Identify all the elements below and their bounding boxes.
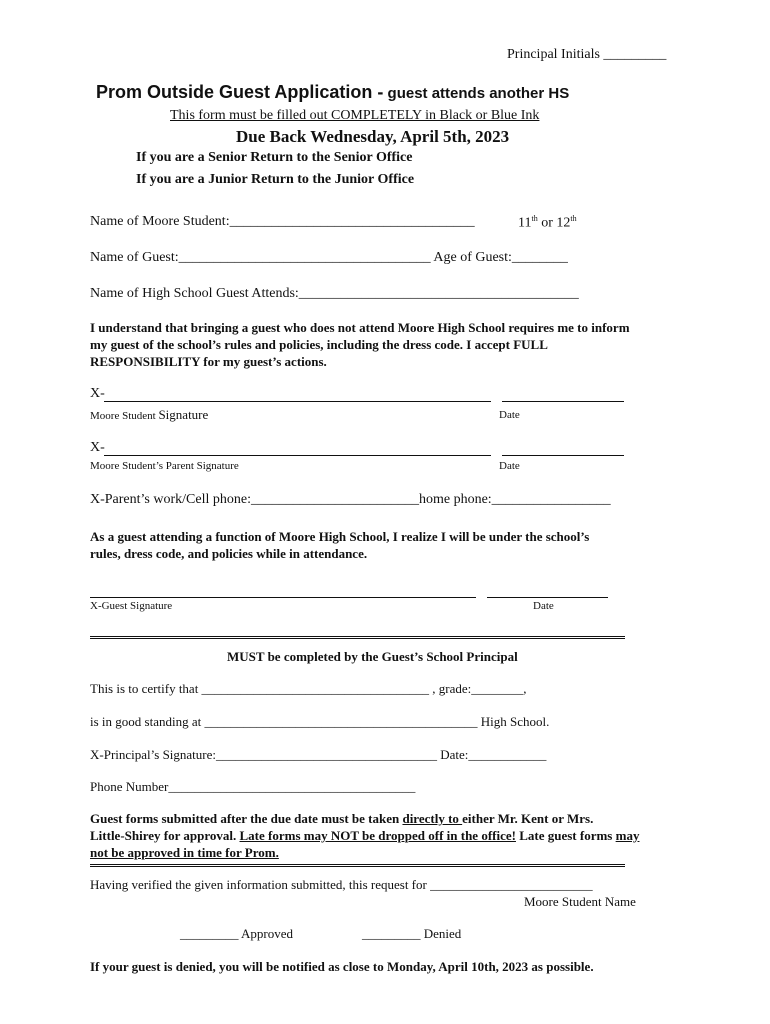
principal-initials: Principal Initials _________ [507,47,667,62]
guest-date-label: Date [533,600,554,612]
form-title-sub: guest attends another HS [383,85,570,102]
fill-notice: This form must be filled out COMPLETELY in Black or Blue Ink [170,108,540,123]
responsibility-line-3: RESPONSIBILITY for my guest’s actions. [90,354,327,369]
parent-signature-label: Moore Student’s Parent Signature [90,460,239,472]
student-name-field[interactable]: Name of Moore Student:___________________________________ [90,214,475,229]
verification-line[interactable]: Having verified the given information submitted, this request for _________________________ [90,877,593,892]
responsibility-line-2: my guest of the school’s rules and policies, including the dress code. I accept FULL [90,337,548,352]
late-part-1: Guest forms submitted after the due date must be taken [90,811,403,826]
section-divider-1 [90,636,625,639]
parent-signature-prefix: X- [90,440,105,455]
final-notice: If your guest is denied, you will be notified as close to Monday, April 10th, 2023 as possible. [90,959,594,974]
guest-statement-line-1: As a guest attending a function of Moore High School, I realize I will be under the school’s [90,529,590,544]
guest-name-age-field[interactable]: Name of Guest:____________________________________ Age of Guest:________ [90,250,568,265]
parent-signature-line[interactable] [104,455,491,456]
student-signature-line[interactable] [104,401,491,402]
return-junior: If you are a Junior Return to the Junior Office [136,172,415,187]
responsibility-line-1: I understand that bringing a guest who does not attend Moore High School requires me to inform [90,320,630,335]
approved-option[interactable]: _________ Approved [180,926,294,941]
late-notice-line-1 [90,811,593,827]
form-title-main: Prom Outside Guest Application - [96,82,384,102]
late-part-5: Late forms may NOT be dropped off in the office! [239,828,516,843]
denied-option[interactable]: _________ Denied [362,926,462,941]
principal-section-heading: MUST be completed by the Guest’s School Principal [227,649,518,664]
grade-11: 11 [518,215,532,231]
late-notice-line-3: not be approved in time for Prom. [90,845,279,860]
grade-field[interactable] [518,214,577,232]
student-date-line[interactable] [502,401,624,402]
guest-signature-label: X-Guest Signature [90,600,173,612]
student-signature-label [90,406,208,424]
late-part-2: directly to [402,811,463,826]
late-part-3: either Mr. Kent or Mrs. [462,811,594,826]
late-part-4: Little-Shirey for approval. [90,828,240,843]
guest-signature-line[interactable] [90,597,476,598]
certify-field[interactable]: This is to certify that ___________________________________ , grade:________, [90,681,527,696]
standing-field[interactable]: is in good standing at __________________________________________ High School. [90,714,550,729]
grade-th-2: th [570,214,577,223]
late-part-6: Late guest forms [515,828,616,843]
section-divider-2 [90,864,625,867]
late-part-7: may [615,828,640,843]
due-back-date: Due Back Wednesday, April 5th, 2023 [236,127,510,146]
grade-or-12: or 12 [537,215,571,231]
parent-date-line[interactable] [502,455,624,456]
guest-school-field[interactable]: Name of High School Guest Attends:________________________________________ [90,286,579,301]
student-name-label: Moore Student Name [524,894,636,909]
return-senior: If you are a Senior Return to the Senior Office [136,150,413,165]
student-label-b: Signature [158,407,209,422]
form-title [96,82,569,103]
parent-date-label: Date [499,460,520,472]
principal-signature-field[interactable]: X-Principal’s Signature:__________________________________ Date:____________ [90,747,547,762]
principal-phone-field[interactable]: Phone Number______________________________________ [90,779,416,794]
guest-statement-line-2: rules, dress code, and policies while in attendance. [90,546,368,561]
student-date-label: Date [499,409,520,421]
student-label-a: Moore Student [90,410,159,422]
parent-phone-field[interactable]: X-Parent’s work/Cell phone:________________________home phone:_________________ [90,492,611,507]
student-signature-prefix: X- [90,386,105,401]
guest-date-line[interactable] [487,597,608,598]
late-notice-line-2 [90,828,639,844]
grade-th-1: th [531,214,538,223]
